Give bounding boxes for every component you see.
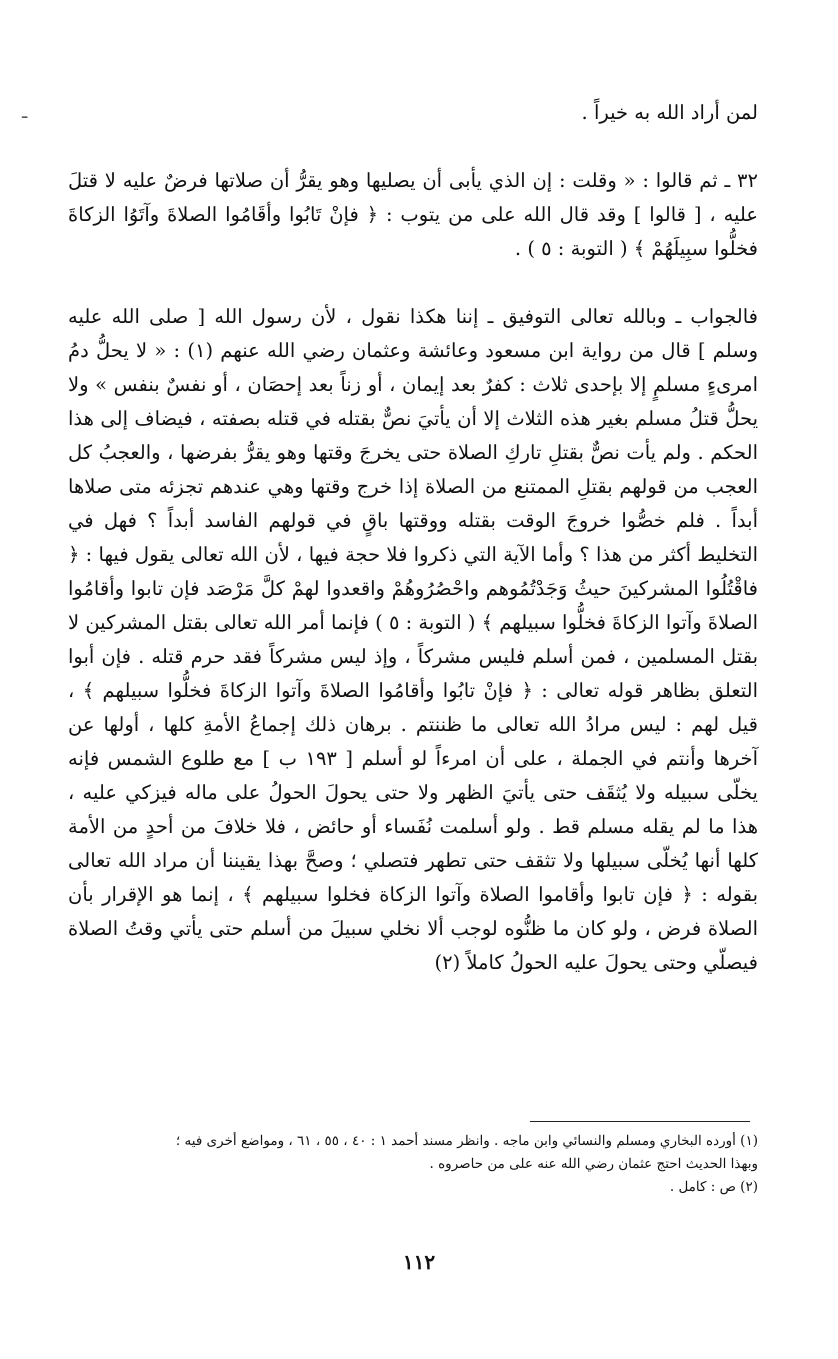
footnote-separator [530,1121,750,1122]
footnote-1: (١) أورده البخاري ومسلم والنسائي وابن ماجه . وانظر مسند أحمد ١ : ٤٠ ، ٥٥ ، ٦١ ، ومواضع أخرى فيه ؛ [175,1133,758,1149]
answer-paragraph: فالجواب ـ وبالله تعالى التوفيق ـ إننا هكذا نقول ، لأن رسول الله [ صلى الله عليه وسلم ] قال من رواية ابن مسعود وعائشة وعثمان رضي الله عنهم (١) : « لا يحلُّ دمُ امرىءٍ مسلمٍ إلا بإحدى ثلاث : كفرٌ بعد إيمان ، أو زناً بعد إحصَان ، أو نفسٌ بنفس » ولا يحلُّ قتلُ مسلم بغير هذه الثلاث إلا أن يأتيَ نصٌّ بقتله في قتله بصفته ، فيضاف إلى هذا الحكم . ولم يأت نصٌّ بقتلِ تاركِ الصلاة حتى يخرجَ وقتها وهو يقرُّ بفرضها ، والعجبُ كل العجب من قولهم بقتلِ الممتنع من الصلاة إذا خرج وقتها وهي عندهم تجزئه متى صلاها أبداً . فلم خصُّوا خروجَ الوقت بقتله ووقتها باقٍ في قولهم الفاسد أبداً ؟ فهل في التخليط أكثر من هذا ؟ وأما الآية التي ذكروا فلا حجة فيها ، لأن الله تعالى يقول فيها : ﴿ فاقْتُلُوا المشركينَ حيثُ وَجَدْتُمُوهم واحْصُرُوهُمْ واقعدوا لهمْ كلَّ مَرْصَد فإن تابوا وأقامُوا الصلاةَ وآتوا الزكاةَ فخلُّوا سبيلهم ﴾ ( التوبة : ٥ ) فإنما أمر الله تعالى بقتل المشركين لا بقتل المسلمين ، فمن أسلم فليس مشركاً ، وإذ ليس مشركاً فقد حرم قتله . فإن أبوا التعلق بظاهر قوله تعالى : ﴿ فإنْ تابُوا وأقامُوا الصلاةَ وآتوا الزكاةَ فخلُّوا سبيلهم ﴾ ، قيل لهم : ليس مرادُ الله تعالى ما ظننتم . برهان ذلك إجماعُ الأمةِ كلها ، أولها عن آخرها وأنتم في الجملة ، على أن امرءاً لو أسلم [ ١٩٣ ب ] مع طلوع الشمس فإنه يخلّى سبيله ولا يُثقَف حتى يأتيَ الظهر ولا حتى يحولَ الحولُ على ماله فيزكي عليه ، هذا ما لم يقله مسلم قط . ولو أسلمت نُفَساء أو حائض ، فلا خلافَ من أحدٍ من الأمة كلها أنها يُخلّى سبيلها ولا تثقف حتى تطهر فتصلي ؛ وصحَّ بهذا يقيننا أن مراد الله تعالى بقوله : ﴿ فإن تابوا وأقاموا الصلاة وآتوا الزكاة فخلوا سبيلهم ﴾ ، إنما هو الإقرار بأن الصلاة فرض ، ولو كان ما ظنُّوه لوجب ألا نخلي سبيلَ من أسلم حتى يأتي وقتُ الصلاة فيصلّي وحتى يحولَ عليه الحولُ كاملاً (٢) [68,305,758,974]
footnote-2: (٢) ص : كامل . [669,1179,758,1195]
page-number: ١١٢ [402,1250,436,1274]
footnotes [58,1130,758,1199]
opening-line: لمن أراد الله به خيراً . [581,101,758,124]
footnote-1-continued: وبهذا الحديث احتج عثمان رضي الله عنه على من حاصروه . [429,1156,758,1172]
section-32-paragraph: ٣٢ ـ ثم قالوا : « وقلت : إن الذي يأبى أن يصليها وهو يقرُّ أن صلاتها فرضٌ عليه لا قتلَ عليه ، [ قالوا ] وقد قال الله على من يتوب : ﴿ فإنْ تَابُوا وأقَامُوا الصلاةَ وآتَوُا الزكاةَ فخلُّوا سبِيلَهُمْ ﴾ ( التوبة : ٥ ) . [68,169,758,260]
margin-mark: ـ [22,102,28,123]
